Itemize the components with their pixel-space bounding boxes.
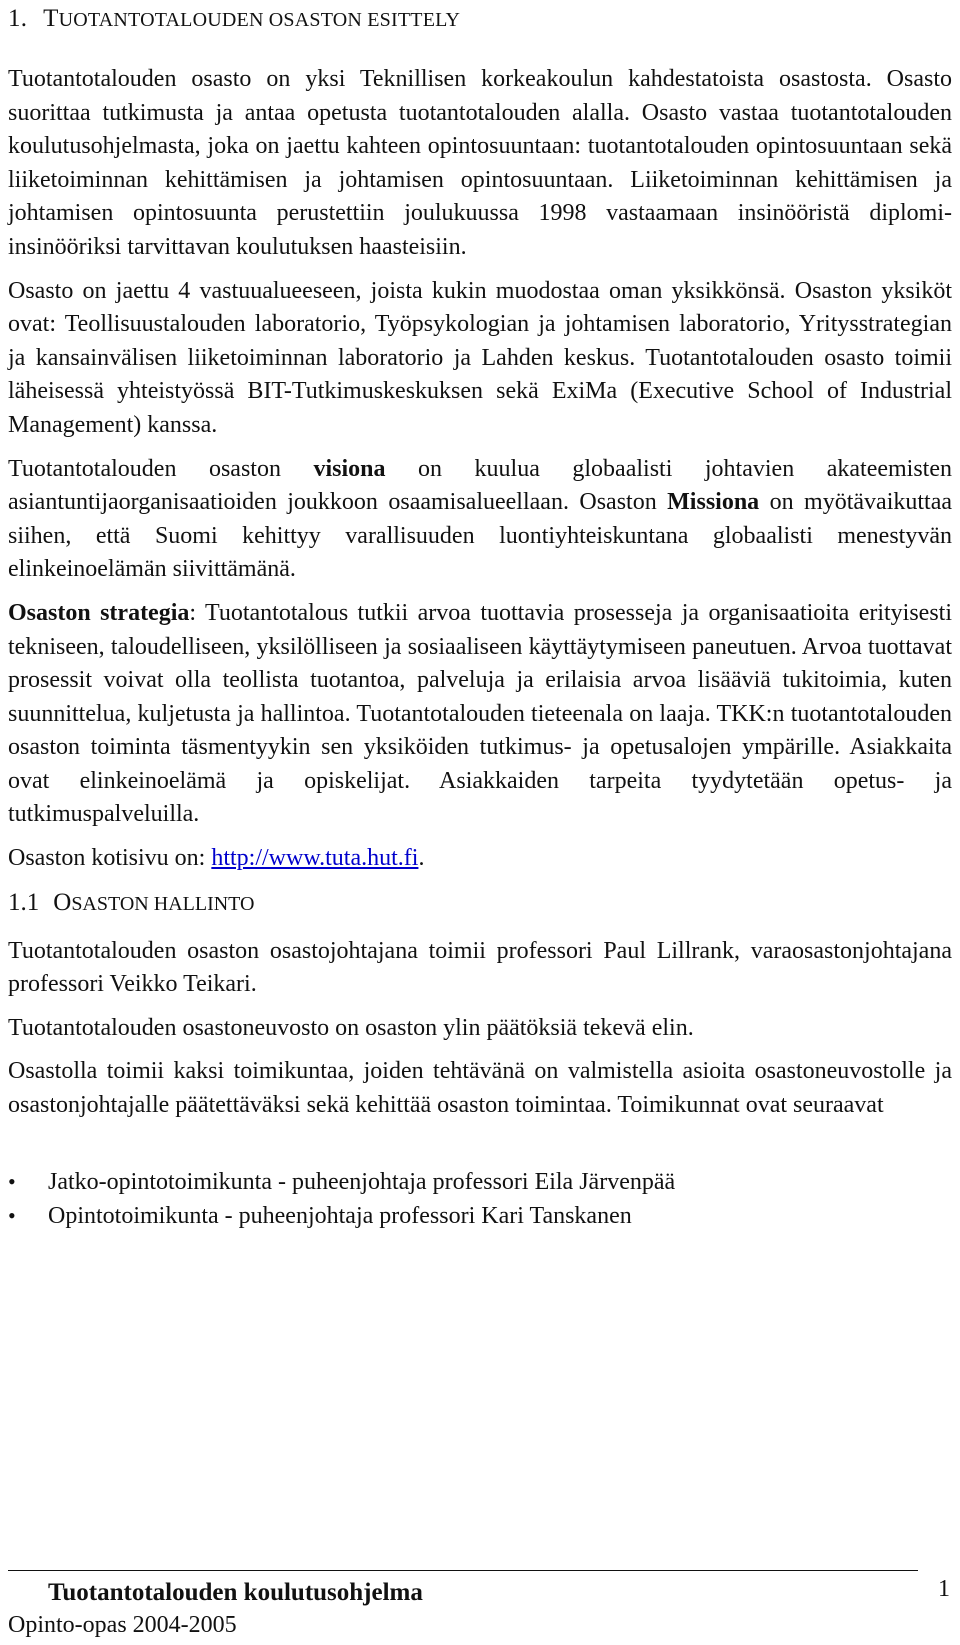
section-title-initial: T xyxy=(43,5,59,32)
council-paragraph: Tuotantotalouden osastoneuvosto on osaston ylin päätöksiä tekevä elin. xyxy=(8,1014,694,1041)
vision-text-3: on myötävaikuttaa siihen, että Suomi kehittyy varallisuuden luontiyhteiskuntana globaalisti menestyvän elinkeinoelämän siivittämänä. xyxy=(8,489,952,583)
strategy-keyword: Osaston strategia xyxy=(8,599,190,626)
document-body xyxy=(8,0,952,1233)
vision-text-2: on kuulua globaalisti johtavien akateemisten asiantuntijaorganisaatioiden joukkoon osaamisalueellaan. Osaston xyxy=(8,455,952,516)
strategy-text: : Tuotantotalous tutkii arvoa tuottavia prosesseja ja organisaatioita erityisesti tekniseen, taloudelliseen, yksilölliseen ja sosiaaliseen käyttäytymiseen paneutuen. Arvoa tuottavat prosessit voivat olla teollista tuotantoa, palveluja ja erilaisia arvoa lisääviä tukitoimia, kuten suunnittelua, kuljetusta ja hallintoa. Tuotantotalouden tieteenala on laaja. TKK:n tuotantotalouden osaston toiminta täsmentyykin sen yksiköiden tutkimus- ja opetusalojen ympärille. Asiakkaita ovat elinkeinoelämä ja opiskelijat. Asiakkaiden tarpeita tyydytetään opetus- ja tutkimuspalveluilla. xyxy=(8,599,953,828)
subsection-heading xyxy=(8,888,952,919)
vision-text-1: Tuotantotalouden osaston xyxy=(8,455,314,482)
list-item-text: Jatko-opintotoimikunta - puheenjohtaja professori Eila Järvenpää xyxy=(48,1168,676,1195)
leadership-paragraph: Tuotantotalouden osaston osastojohtajana toimii professori Paul Lillrank, varaosastonjohtajana professori Veikko Teikari. xyxy=(8,937,952,998)
intro-paragraph: Tuotantotalouden osasto on yksi Teknillisen korkeakoulun kahdestatoista osastosta. Osasto suorittaa tutkimusta ja antaa opetusta tuotantotalouden alalla. Osasto vastaa tuotantotalouden koulutusohjelmasta, joka on jaettu kahteen opintosuuntaan: tuotantotalouden opintosuuntaan sekä liiketoiminnan kehittämisen ja johtamisen opintosuuntaan. Liiketoiminnan kehittämisen ja johtamisen opintosuunta perustettiin joulukuussa 1998 vastaamaan insinööristä diplomi-insinööriksi tarvittavan koulutuksen haasteisiin. xyxy=(8,66,952,260)
committee-list xyxy=(8,1165,952,1233)
homepage-link[interactable]: http://www.tuta.hut.fi xyxy=(211,845,419,872)
homepage-paragraph xyxy=(8,842,952,876)
subsection-number: 1.1 xyxy=(8,888,40,916)
page-number: 1 xyxy=(938,1576,950,1602)
subsection-title-rest: SASTON HALLINTO xyxy=(71,892,255,915)
footer-title: Tuotantotalouden koulutusohjelma xyxy=(48,1579,423,1606)
homepage-period: . xyxy=(418,845,425,872)
subsection-title-initial: O xyxy=(53,888,72,916)
strategy-paragraph xyxy=(8,597,952,832)
list-item-text: Opintotoimikunta - puheenjohtaja professori Kari Tanskanen xyxy=(48,1202,632,1229)
section-number: 1. xyxy=(8,5,28,32)
list-item xyxy=(8,1165,952,1199)
bullet-icon: • xyxy=(8,1168,16,1194)
section-heading xyxy=(8,4,952,35)
footer-subtitle: Opinto-opas 2004-2005 xyxy=(8,1612,237,1638)
footer-divider xyxy=(8,1570,918,1571)
homepage-label: Osaston kotisivu on: xyxy=(8,845,212,872)
mission-keyword: Missiona xyxy=(667,489,760,516)
vision-paragraph xyxy=(8,453,952,587)
bullet-icon: • xyxy=(8,1202,16,1228)
section-title-rest: UOTANTOTALOUDEN OSASTON ESITTELY xyxy=(58,9,461,31)
units-paragraph: Osasto on jaettu 4 vastuualueeseen, joista kukin muodostaa oman yksikkönsä. Osaston yksiköt ovat: Teollisuustalouden laboratorio, Työpsykologian ja johtamisen laboratorio, Yritysstrategian ja kansainvälisen liiketoiminnan laboratorio ja Lahden keskus. Tuotantotalouden osasto toimii läheisessä yhteistyössä BIT-Tutkimuskeskuksen sekä ExiMa (Executive School of Industrial Management) kanssa. xyxy=(8,277,952,438)
list-item xyxy=(8,1199,952,1233)
vision-keyword: visiona xyxy=(313,455,386,482)
committees-paragraph: Osastolla toimii kaksi toimikuntaa, joiden tehtävänä on valmistella asioita osastoneuvostolle ja osastonjohtajalle päätettäväksi sekä kehittää osaston toimintaa. Toimikunnat ovat seuraavat xyxy=(8,1058,952,1119)
